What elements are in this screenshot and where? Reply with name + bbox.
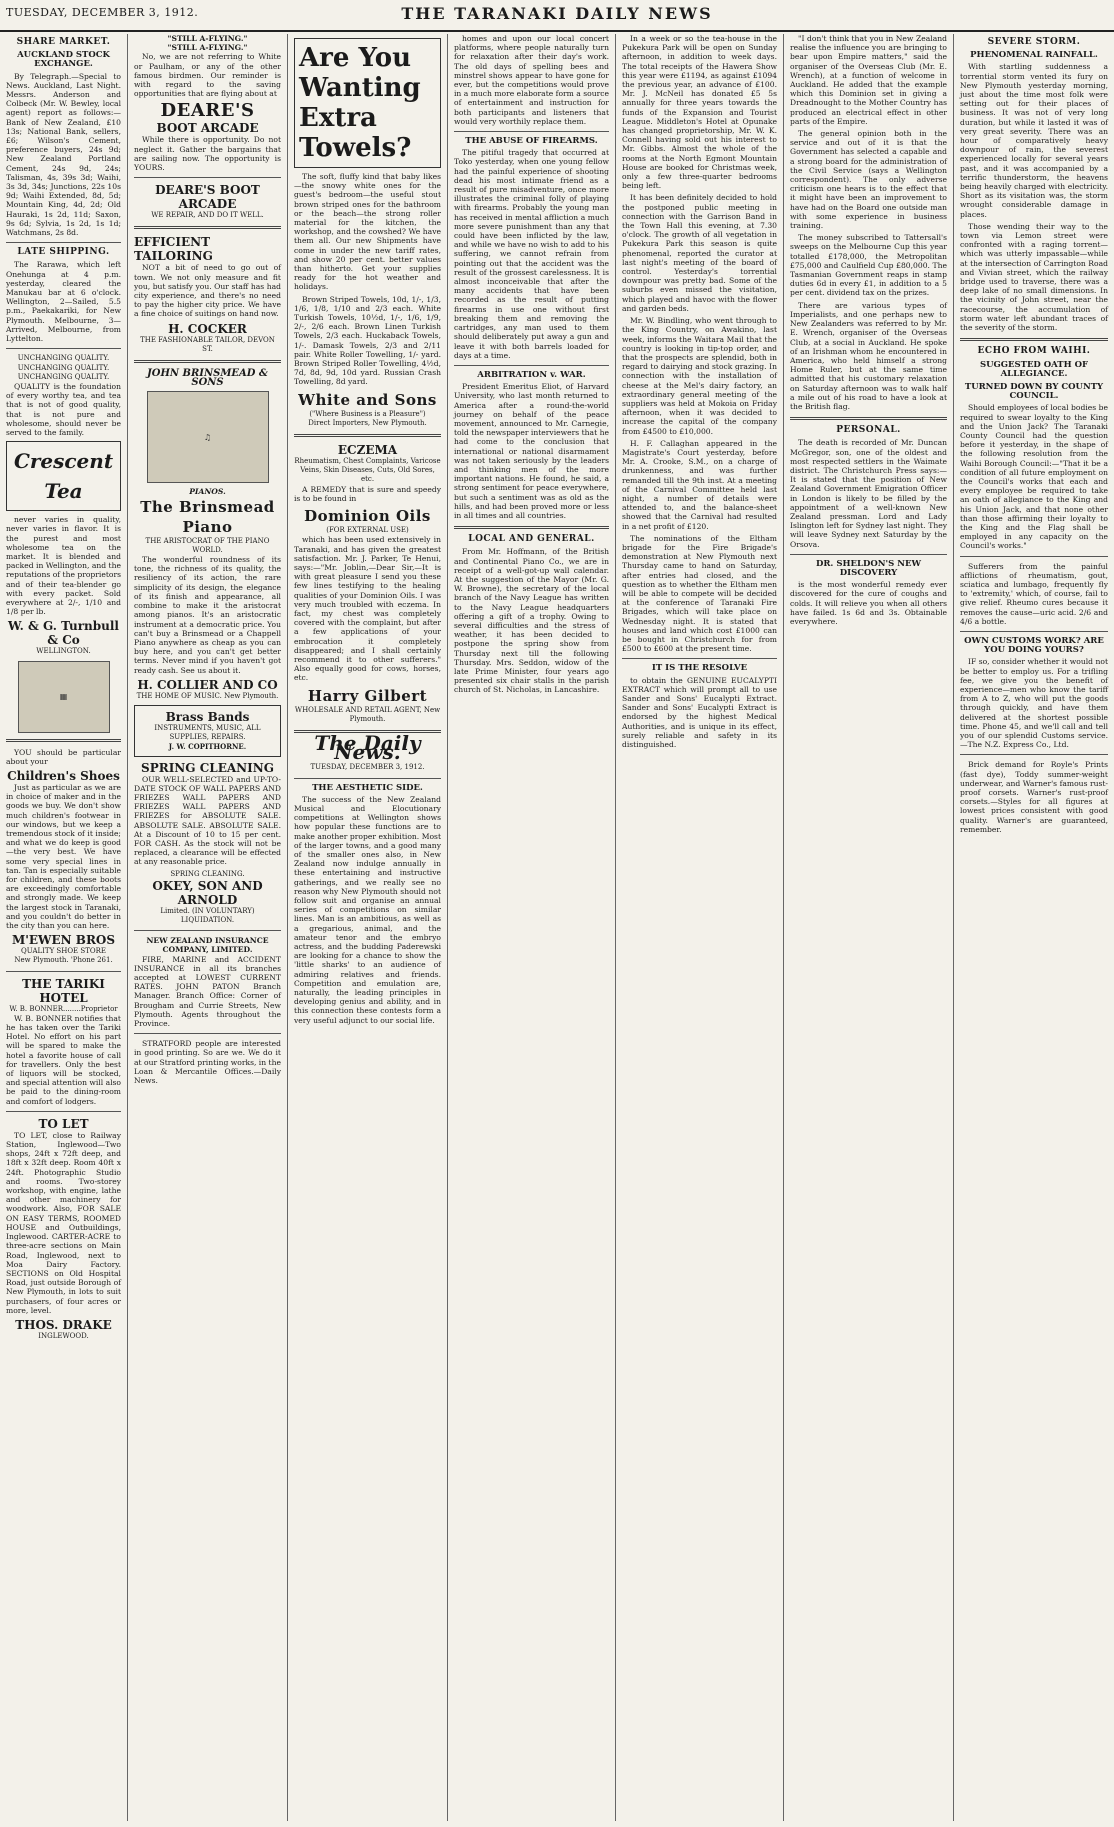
collier-name: H. COLLIER AND CO (137, 677, 278, 692)
crescent-tea-ad (6, 441, 121, 511)
daily-news-masthead: The Daily News. (314, 730, 421, 765)
stratford-text: STRATFORD people are interested in good printing. So are we. We do it at our Stratford printing works, in the Loan & Mercantile Offices.—Daily News. (134, 1039, 281, 1086)
masthead-title: THE TARANAKI DAILY NEWS (401, 4, 713, 23)
share-market-heading: SHARE MARKET. (16, 37, 111, 47)
brass-bands-sub: INSTRUMENTS, MUSIC, ALL SUPPLIES, REPAIRS. (154, 723, 261, 742)
white-sons-name: White and Sons (298, 390, 437, 409)
storm-subheading: PHENOMENAL RAINFALL. (970, 50, 1098, 61)
copithorne-name: J. W. COPITHORNE. (168, 742, 247, 752)
drake-location: INGLEWOOD. (38, 1331, 89, 1340)
share-market-subheading: AUCKLAND STOCK EXCHANGE. (17, 50, 110, 70)
efficient-tailoring-heading: EFFICIENT TAILORING (134, 235, 213, 264)
quality-line-2: UNCHANGING QUALITY. (17, 363, 110, 372)
childrens-intro: YOU should be particular about your (6, 747, 121, 766)
towels-line-3: Extra (299, 103, 377, 133)
mcewen-address: New Plymouth. 'Phone 261. (14, 956, 113, 965)
spring-cleaning-footer: SPRING CLEANING. (170, 869, 245, 878)
resolve-text: to obtain the GENUINE EUCALYPTI EXTRACT which will prompt all to use Sander and Sons' Eucalypti Extract. Sander and Sons' Eucalypti Extract is endorsed by the highest Medical Authorities, and is unique in its effect, surely reliable and safety in its distinguished. (622, 675, 777, 750)
rheumo-text: Sufferers from the painful afflictions of rheumatism, gout, sciatica and lumbago, frequently fly to 'extremity,' which, of course, fail to give relief. Rheumo cures because it removes the cause—uric acid. 2/6 and 4/6 a bottle. (960, 561, 1108, 626)
brass-bands-heading: Brass Bands (165, 709, 250, 724)
towels-price-list: Brown Striped Towels, 10d, 1/-, 1/3, 1/6, 1/8, 1/10 and 2/3 each. White Turkish Towels, 10½d, 1/-, 1/6, 1/9, 2/-, 2/6 each. Brown Linen Turkish Towels, 2/3 each. Huckaback Towels, 1/-. Damask Towels, 2/3 and 2/11 pair. White Roller Towelling, 1/- yard. Brown Striped Roller Towelling, 4½d, 7d, 8d, 9d, 10d yard. Russian Crash Towelling, 8d yard. (294, 294, 441, 387)
deare-repair: WE REPAIR, AND DO IT WELL. (151, 211, 264, 220)
resolve-heading: IT IS THE RESOLVE (651, 663, 748, 674)
column-4 (448, 34, 616, 1821)
still-flying-2: "STILL A-FLYING." (167, 43, 248, 53)
local-general-heading: LOCAL AND GENERAL. (468, 534, 595, 545)
shipping-text: The Rarawa, which left Onehunga at 4 p.m. yesterday, cleared the Manukau bar at 6 o'clock. Wellington, 2—Sailed, 5.5 p.m., Paekakariki, for New Plymouth. Melbourne, 3—Arrived, Melbourne, from Lyttelton. (6, 260, 121, 344)
nz-insurance-text: FIRE, MARINE and ACCIDENT INSURANCE in all its branches accepted at LOWEST CURRENT RATES. JOHN PATON Branch Manager. Branch Office: Corner of Brougham and Currie Streets, New Plymouth. Agents throughout the Province. (134, 954, 281, 1028)
local-item-1: In a week or so the tea-house in the Pukekura Park will be open on Sunday afternoon, in addition to week days. The total receipts of the Hawera Show this year were £1194, as against £1094 the previous year, an advance of £100. Mr. J. McNeil has donated £5 5s annually for three years towards the funds of the Expansion and Tourist League. Middleton's Hotel at Opunake has changed proprietorship, Mr. W. K. Connell having sold out his interest to Mr. Gibbs. Almost the whole of the rooms at the North Egmont Mountain House are booked for Christmas week, only a few three-quarter bedrooms being left. (622, 34, 777, 191)
col6-item-1: "I don't think that you in New Zealand realise the influence you are bringing to bear upon Empire matters," said the organiser of the Overseas Club (Mr. E. Wrench), at a function of welcome in Auckland. He added that the example which this Dominion set in giving a Dreadnought to the Mother Country has produced an electrical effect in other parts of the Empire. (790, 34, 947, 126)
storm-text: With startling suddenness a torrential storm vented its fury on New Plymouth yesterday morning, just about the time most folk were setting out for their places of business. It was not of very long duration, but while it lasted it was of very great severity. There was an hour of comparatively heavy downpour of rain, the severest experienced locally for several years past, and it was accompanied by a terrific thunderstorm, the heavens being heavily charged with electricity. Short as its visitation was, the storm wrought considerable damage in places. (960, 62, 1108, 219)
tariki-hotel-heading: THE TARIKI HOTEL (22, 976, 105, 1005)
to-let-heading: TO LET (38, 1116, 89, 1131)
col6-item-2: The general opinion both in the service and out of it is that the Government has selected a capable and a strong board for the administration of the Civil Service (says a Wellington correspondent). The only adverse criticism one hears is to the effect that it might have been an improvement to have had on the Board one outside man with some experience in business training. (790, 129, 947, 231)
to-let-text: TO LET, close to Railway Station, Inglewood—Two shops, 24ft x 72ft deep, and 18ft x 32ft deep. Room 40ft x 24ft. Photographic Studio and rooms. Two-storey workshop, with engine, lathe and other machinery for woodwork. Also, FOR SALE ON EASY TERMS, ROOMED HOUSE and Outbuildings, Inglewood. CARTER-ACRE to three-acre sections on Main Road, Inglewood, next to Moa Dairy Factory. SECTIONS on Old Hospital Road, just outside Borough of New Plymouth, in lots to suit purchasers, of four acres or more, level. (6, 1130, 121, 1315)
towels-line-4: Towels? (299, 133, 412, 163)
eczema-sub: Rheumatism, Chest Complaints, Varicose Veins, Skin Diseases, Cuts, Old Sores, etc. (294, 457, 441, 484)
local-item-4: H. F. Callaghan appeared in the Magistrate's Court yesterday, before Mr. A. Crooke, S.M., on a charge of drunkenness, and was further remanded till the 9th inst. At a meeting of the Carnival Committee held last night, a number of details were attended to, and the balance-sheet showed that the Carnival had resulted in a net profit of £120. (622, 438, 777, 531)
sheldon-text: is the most wonderful remedy ever discovered for the cure of coughs and colds. It will relieve you when all others have failed. 1s 6d and 3s. Obtainable everywhere. (790, 580, 947, 626)
dominion-oils-sub: (FOR EXTERNAL USE) (326, 526, 409, 535)
quality-text: QUALITY is the foundation of every worthy tea, and tea that is not of good quality, that is not pure and wholesome, should never be served to the family. (6, 381, 121, 437)
cocker-sub: THE FASHIONABLE TAILOR, DEVON ST. (140, 335, 275, 353)
mcewen-sub: QUALITY SHOE STORE (21, 947, 106, 956)
piano-illustration: ♫ (147, 391, 269, 483)
column-1 (0, 34, 128, 1821)
col6-item-4: There are various types of Imperialists, and one perhaps new to New Zealanders was referred to by Mr. E. Wrench, organiser of the Overseas Club, at a social in Auckland. He spoke of an Irishman whom he encountered in America, who held himself a strong Home Ruler, but at the same time admitted that his customary relaxation on Saturday afternoon was to walk half a mile out of his road to have a look at the British flag. (790, 300, 947, 411)
masthead-date: TUESDAY, DECEMBER 3, 1912. (6, 6, 199, 19)
share-market-text: By Telegraph.—Special to News. Auckland, Last Night. Messrs. Anderson and Colbeck (Mr. W. Bewley, local agent) report as follows:—Bank of New Zealand, £10 13s; National Bank, sellers, £6; Wilson's Cement, preference buyers, 24s 9d; New Zealand Portland Cement, 24s 9d, 24s; Talisman, 4s, 39s 3d; Waihi, 3s 3d, 34s; Junctions, 22s 10s 9d; Waihi Extended, 8d, 5d; Mountain King, 4d, 2d; Old Hauraki, 1s 2d, 11d; Saxon, 9s 6d; Sylvia, 1s 2d, 1s 1d; Watchmans, 2s 8d. (6, 71, 121, 238)
okey-sub: Limited. (IN VOLUNTARY) LIQUIDATION. (160, 906, 255, 924)
aesthetic-heading: THE AESTHETIC SIDE. (312, 782, 423, 793)
mcewen-name: M'EWEN BROS (11, 933, 116, 948)
echo-subheading-2: TURNED DOWN BY COUNTY COUNCIL. (964, 381, 1104, 402)
collier-sub: THE HOME OF MUSIC. New Plymouth. (136, 691, 279, 700)
brinsmead-sub: THE ARISTOCRAT OF THE PIANO WORLD. (145, 536, 270, 554)
local-general-text: From Mr. Hoffmann, of the British and Continental Piano Co., we are in receipt of a well-got-up wall calendar. At the suggestion of the Mayor (Mr. G. W. Browne), the secretary of the local branch of the Navy League has written to the Navy League headquarters offering a gift of a trophy. Owing to several difficulties and the stress of weather, it has been decided to postpone the spring show from Thursday next till the following Thursday. Mrs. Seddon, widow of the late Prime Minister, four years ago presented six chair stalls in the parish church of St. Nicholas, in Lancashire. (454, 547, 609, 695)
efficient-tailoring-text: NOT a bit of need to go out of town. We not only measure and fit you, but satisfy you. Our staff has had city experience, and there's no need to pay the higher city price. We have a fine choice of suitings on hand now. (134, 263, 281, 319)
childrens-shoes-text: Just as particular as we are in choice of maker and in the goods we buy. We don't show much children's footwear in our windows, but we keep a tremendous stock of it inside; and what we do keep is good—the very best. We have some very special lines in tan. Tan is especially suitable for children, and these boots are exceedingly comfortable and strongly made. We keep the largest stock in Taranaki, and you couldn't do better in the city than you can here. (6, 782, 121, 931)
spring-cleaning-text: OUR WELL-SELECTED and UP-TO-DATE STOCK OF WALL PAPERS AND FRIEZES WALL PAPERS AND FRIEZES WALL PAPERS AND FRIEZES for ABSOLUTE SALE. ABSOLUTE SALE. ABSOLUTE SALE. At a Discount of 10 to 15 per cent. FOR CASH. As the stock will not be replaced, a clearance will be effected at any reasonable price. (134, 774, 281, 867)
towels-line-1: Are You (299, 43, 412, 73)
tariki-text: W. B. BONNER notifies that he has taken over the Tariki Hotel. No effort on his part will be spared to make the hotel a favorite house of call for travellers. Only the best of liquors will be stocked, and special attention will also be paid to the dining-room and comfort of lodgers. (6, 1013, 121, 1106)
cocker-name: H. COCKER (168, 321, 247, 336)
customs-heading: OWN CUSTOMS WORK? ARE YOU DOING YOURS? (964, 635, 1104, 656)
firearms-heading: THE ABUSE OF FIREARMS. (465, 136, 598, 147)
towels-text: The soft, fluffy kind that baby likes—the snowy white ones for the guest's bedroom—the useful stout brown striped ones for the bathroom or the beach—the strong roller material for the kitchen, the workshop, and the cowshed? We have them all. Our new Shipments have come in under the new tariff rates, and show 20 per cent. better values than hitherto. Get your supplies ready for the hot weather and holidays. (294, 172, 441, 292)
column-6 (784, 34, 954, 1821)
column-5 (616, 34, 784, 1821)
still-flying-text: No, we are not referring to White or Paulham, or any of the other famous birdmen. Our reminder is with regard to the saving opportunities that are flying about at (134, 52, 281, 99)
dominion-oils-heading: Dominion Oils (304, 507, 431, 526)
deare-subheading: BOOT ARCADE (156, 121, 259, 136)
local-item-3: Mr. W. Bindling, who went through to the King Country, on Awakino, last week, informs the Waitara Mail that the country is looking in tip-top order, and that the prospects are splendid, both in regard to dairying and stock grazing. In connection with the installation of cheese at the Mel's dairy factory, an extraordinary general meeting of the suppliers was held at Mokoia on Friday afternoon, when it was decided to increase the capital of the company from £4500 to £10,000. (622, 316, 777, 436)
crescent-tea-text: never varies in quality, never varies in flavor. It is the purest and most wholesome tea on the market. It is blended and packed in Wellington, and the reputations of the proprietors and of their tea-blender go with every packet. Sold everywhere at 2/-, 1/10 and 1/8 per lb. (6, 515, 121, 617)
deare-heading: DEARE'S (160, 100, 255, 122)
harry-gilbert-sub: WHOLESALE AND RETAIL AGENT, New Plymouth. (294, 705, 441, 723)
brass-bands-ad (134, 705, 281, 757)
spring-cleaning-heading: SPRING CLEANING (141, 760, 274, 775)
daily-news-date: TUESDAY, DECEMBER 3, 1912. (310, 763, 425, 772)
column-2 (128, 34, 288, 1821)
arbitration-text: President Emeritus Eliot, of Harvard University, who last month returned to America after a round-the-world journey on behalf of the peace movement, announced to Mr. Carnegie, told the newspaper interviewers that he had come to the conclusion that international or national disarmament was not taken seriously by the leaders and thinking men of the more important nations. He found, he said, a strong sentiment for peace everywhere, but such a sentiment was as old as the hills, and had been proved more or less in all times and all countries. (454, 382, 609, 520)
brinsmead-text: The wonderful roundness of its tone, the richness of its quality, the resiliency of its action, the rare simplicity of its design, the elegance of its finish and appearance, all combine to make it the aristocrat among pianos. It's an aristocratic instrument at a democratic price. You can't buy a Brinsmead or a Chappell Piano anywhere as cheap as you can buy here, and you can't get better terms. Never mind if you haven't got ready cash. See us about it. (134, 555, 281, 675)
shipping-heading: LATE SHIPPING. (17, 247, 110, 258)
crescent-tea-logo: Crescent Tea (13, 449, 114, 504)
echo-heading: ECHO FROM WAIHI. (977, 346, 1091, 357)
firearms-text: The pitiful tragedy that occurred at Toko yesterday, when one young fellow had the painful experience of shooting dead his most intimate friend as a result of pure misadventure, once more illustrates the criminal folly of playing with firearms. Probably the young man has received in mental affliction a much more severe punishment than any that could have been inflicted by the law, and while we have no wish to add to his suffering, we cannot refrain from pointing out that the accident was the result of the grossest carelessness. It is almost inconceivable that after the many accidents that have been recorded as the result of putting firearms in use one without first breaking them and removing the cartridges, any man used to them should deliberately put away a gun and leave it with both barrels loaded for days at a time. (454, 148, 609, 360)
okey-name: OKEY, SON AND ARNOLD (152, 878, 263, 907)
brinsmead-heading: The Brinsmead Piano (140, 497, 275, 536)
eczema-text: A REMEDY that is sure and speedy is to be found in (294, 484, 441, 503)
local-item-2: It has been definitely decided to hold the postponed public meeting in connection with the Garrison Band in the Town Hall this evening, at 7.30 o'clock. The growth of all vegetation in Pukekura Park this season is quite phenomenal, reported the curator at last night's meeting of the board of control. Yesterday's torrential downpour was pretty bad. Some of the suburbs even missed the visitation, which played and havoc with the flower and garden beds. (622, 193, 777, 313)
white-sons-address: Direct Importers, New Plymouth. (308, 418, 427, 427)
eczema-heading: ECZEMA (337, 443, 398, 458)
quality-line-1: UNCHANGING QUALITY. (17, 354, 110, 363)
deare-text: While there is opportunity. Do not neglect it. Gather the bargains that are sailing now. The opportunity is YOURS. (134, 135, 281, 173)
tariki-proprietor: W. B. BONNER........Proprietor (9, 1004, 118, 1013)
storm-heading: SEVERE STORM. (987, 37, 1081, 47)
nz-insurance-heading: NEW ZEALAND INSURANCE COMPANY, LIMITED. (146, 936, 269, 955)
echo-text: Should employees of local bodies be required to swear loyalty to the King and the Union Jack? The Taranaki County Council had the question before it yesterday, in the shape of the following resolution from the Waihi Borough Council:—"That it be a condition of all future employment on the Council's works that each and every employee be required to take an oath of allegiance to the King and his Union Jack, and that none other than those affirming their loyalty to the King and the Flag shall be employed in any capacity on the Council's works." (960, 403, 1108, 551)
still-flying-1: "STILL A-FLYING." (167, 34, 248, 43)
deare-boot-arcade: DEARE'S BOOT ARCADE (155, 183, 260, 212)
sheldon-heading: DR. SHELDON'S NEW DISCOVERY (815, 558, 922, 578)
personal-heading: PERSONAL. (836, 425, 901, 436)
towels-ad (294, 38, 441, 168)
aesthetic-text: The success of the New Zealand Musical and Elocutionary competitions at Wellington shows how popular these functions are to make another proper exhibition. Most of the larger towns, and a good many of the smaller ones also, in New Zealand now indulge annually in these entertaining and instructive gatherings, and we really see no reason why New Plymouth should not follow suit and organise an annual series of competitions on similar lines. Man is an ambitious, as well as a gregarious, animal, and the amateur tenor and the embryo actress, and the budding Paderewski are looking for a chance to show the 'little sharks' to an audience of admiring relatives and friends. Competition and emulation are, naturally, the leading principles in developing genius and ability, and in this connection these contests form a very useful adjunct to our social life. (294, 794, 441, 1025)
brinsmead-logo: JOHN BRINSMEAD & SONS (147, 368, 268, 389)
harry-gilbert-name: Harry Gilbert (307, 686, 428, 705)
local-item-5: The nominations of the Eltham brigade for the Fire Brigade's demonstration at New Plymouth next Thursday came to hand on Saturday, after entries had closed, and the question as to whether the Eltham men will be able to compete will be decided at the conference of Taranaki Fire Brigades, which will take place on Wednesday night. It is stated that houses and land which cost £1000 can be bought in Christchurch for from £500 to £600 at the present time. (622, 533, 777, 654)
echo-subheading: SUGGESTED OATH OF ALLEGIANCE. (979, 359, 1089, 379)
storm-text-2: Those wending their way to the town via Lemon street were confronted with a raging torrent—which was utterly impassable—while at the intersection of Carrington Road and Vivian street, which the railway bridge used to traverse, there was a deep lake of no small dimensions. In the vicinity of John street, near the racecourse, the accumulation of storm water left abundant traces of the severity of the storm. (960, 221, 1108, 333)
column-7 (954, 34, 1114, 1821)
dominion-oils-text: which has been used extensively in Taranaki, and has given the greatest satisfaction. Mr. J. Parker, Te Henui, says:—"Mr. Joblin,—Dear Sir,—It is with great pleasure I send you these few lines testifying to the healing qualities of your Dominion Oils. I was very much troubled with eczema. In fact, my chest was completely covered with the complaint, but after a few applications of your embrocation it completely disappeared; and I shall certainly recommend it to other sufferers." Also equally good for cows, horses, etc. (294, 535, 441, 683)
towels-line-2: Wanting (299, 73, 421, 103)
quality-line-3: UNCHANGING QUALITY. (17, 372, 110, 381)
personal-text: The death is recorded of Mr. Duncan McGregor, son, one of the oldest and most respected settlers in the Waimate district. The Christchurch Press says:—It is stated that the position of New Zealand Government Emigration Officer in London is likely to be filled by the appointment of a well-known New Zealand pressman. Lord and Lady Islington left for Sydney last night. They will leave Sydney next Saturday by the Orsova. (790, 438, 947, 549)
brick-text: Brick demand for Royle's Prints (fast dye), Toddy summer-weight underwear, and Warner's famous rust-proof corsets. Warner's rust-proof corsets.—Styles for all figures at lowest prices consistent with good quality. Warner's are guaranteed, remember. (960, 760, 1108, 834)
white-sons-sub: ("Where Business is a Pleasure") (309, 409, 426, 418)
turnbull-location: WELLINGTON. (36, 647, 91, 656)
col6-item-3: The money subscribed to Tattersall's sweeps on the Melbourne Cup this year totalled £178,000, the Metropolitan £75,000 and Caulfield Cup £80,000. The Tasmanian Government reaps in stamp duties 6d in every £1, in addition to a 5 per cent. dividend tax on the prizes. (790, 233, 947, 298)
turnbull-name: W. & G. Turnbull & Co (8, 619, 119, 648)
aesthetic-continued: homes and upon our local concert platforms, where people naturally turn for relaxation after their day's work. The old days of spelling bees and minstrel shows appear to have gone for ever, but the competitions would prove in a much more elaborate form a source of entertainment and instruction for both participants and listeners that would very worthily replace them. (454, 34, 609, 126)
column-3 (288, 34, 448, 1821)
childrens-shoes-heading: Children's Shoes (7, 768, 120, 783)
customs-text: IF so, consider whether it would not be better to employ us. For a trifling fee, we give you the benefit of experience—men who know the tariff from A to Z, who will put the goods through quickly, and have them delivered at the shortest possible time. Phone 45, and we'll call and tell you of our splendid Customs service.—The N.Z. Express Co., Ltd. (960, 657, 1108, 750)
arbitration-heading: ARBITRATION v. WAR. (477, 369, 586, 380)
drake-name: THOS. DRAKE (15, 1317, 112, 1332)
masthead (0, 0, 1114, 32)
pianos-label: PIANOS. (189, 487, 226, 497)
tea-packet-illustration: ▦ (18, 661, 110, 733)
